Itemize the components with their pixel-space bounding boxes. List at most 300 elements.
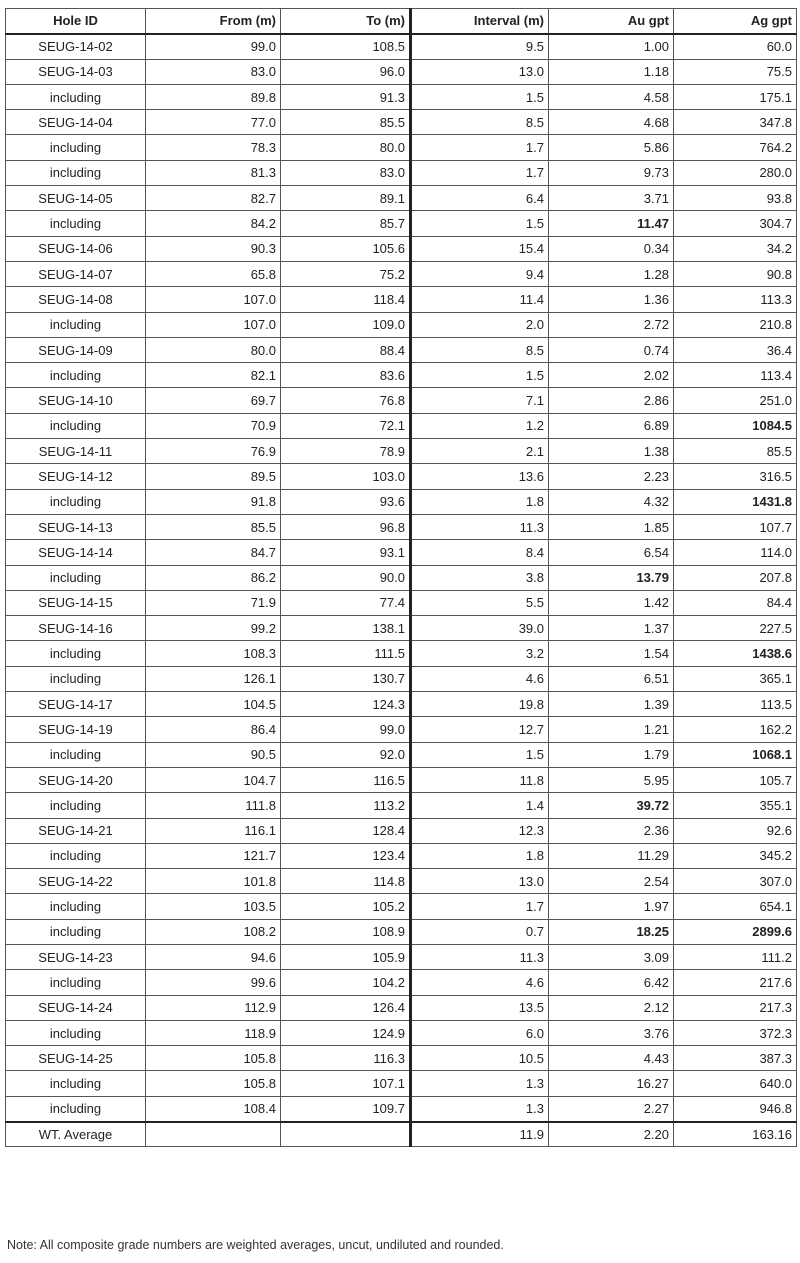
cell-interval: 1.5 bbox=[411, 84, 549, 109]
cell-ag: 92.6 bbox=[674, 818, 797, 843]
cell-au: 3.71 bbox=[549, 186, 674, 211]
table-row bbox=[6, 1020, 797, 1045]
cell-au: 1.85 bbox=[549, 514, 674, 539]
cell-au: 1.36 bbox=[549, 287, 674, 312]
cell-interval: 39.0 bbox=[411, 616, 549, 641]
average-label: WT. Average bbox=[6, 1122, 146, 1147]
cell-hole-id: SEUG-14-12 bbox=[6, 464, 146, 489]
cell-from: 84.7 bbox=[146, 540, 281, 565]
table-row bbox=[6, 970, 797, 995]
cell-interval: 10.5 bbox=[411, 1046, 549, 1071]
cell-from: 94.6 bbox=[146, 944, 281, 969]
header-au: Au gpt bbox=[549, 9, 674, 34]
cell-to: 105.6 bbox=[281, 236, 411, 261]
table-row bbox=[6, 590, 797, 615]
cell-interval: 11.3 bbox=[411, 944, 549, 969]
cell-interval: 11.8 bbox=[411, 767, 549, 792]
cell-au: 1.79 bbox=[549, 742, 674, 767]
cell-au: 39.72 bbox=[549, 793, 674, 818]
table-row bbox=[6, 717, 797, 742]
cell-hole-id: SEUG-14-14 bbox=[6, 540, 146, 565]
cell-hole-id: SEUG-14-04 bbox=[6, 110, 146, 135]
cell-ag: 75.5 bbox=[674, 59, 797, 84]
cell-hole-id: including bbox=[6, 666, 146, 691]
table-body bbox=[6, 34, 797, 1122]
table-row bbox=[6, 540, 797, 565]
header-from: From (m) bbox=[146, 9, 281, 34]
cell-hole-id: including bbox=[6, 1071, 146, 1096]
average-ag: 163.16 bbox=[674, 1122, 797, 1147]
cell-hole-id: including bbox=[6, 363, 146, 388]
cell-to: 111.5 bbox=[281, 641, 411, 666]
cell-from: 121.7 bbox=[146, 843, 281, 868]
cell-ag: 90.8 bbox=[674, 261, 797, 286]
cell-interval: 13.6 bbox=[411, 464, 549, 489]
cell-to: 85.5 bbox=[281, 110, 411, 135]
cell-au: 2.86 bbox=[549, 388, 674, 413]
cell-interval: 13.0 bbox=[411, 869, 549, 894]
table-row bbox=[6, 489, 797, 514]
table-row bbox=[6, 363, 797, 388]
cell-ag: 355.1 bbox=[674, 793, 797, 818]
cell-hole-id: including bbox=[6, 413, 146, 438]
table-row bbox=[6, 641, 797, 666]
cell-to: 107.1 bbox=[281, 1071, 411, 1096]
cell-hole-id: SEUG-14-03 bbox=[6, 59, 146, 84]
cell-interval: 1.7 bbox=[411, 894, 549, 919]
cell-interval: 3.2 bbox=[411, 641, 549, 666]
cell-ag: 946.8 bbox=[674, 1096, 797, 1121]
table-row bbox=[6, 59, 797, 84]
cell-hole-id: including bbox=[6, 489, 146, 514]
table-row bbox=[6, 869, 797, 894]
cell-from: 81.3 bbox=[146, 160, 281, 185]
cell-hole-id: SEUG-14-02 bbox=[6, 34, 146, 59]
cell-to: 77.4 bbox=[281, 590, 411, 615]
cell-ag: 175.1 bbox=[674, 84, 797, 109]
cell-interval: 11.3 bbox=[411, 514, 549, 539]
cell-interval: 8.5 bbox=[411, 110, 549, 135]
cell-ag: 107.7 bbox=[674, 514, 797, 539]
cell-hole-id: including bbox=[6, 970, 146, 995]
cell-ag: 34.2 bbox=[674, 236, 797, 261]
cell-to: 113.2 bbox=[281, 793, 411, 818]
cell-ag: 1068.1 bbox=[674, 742, 797, 767]
cell-ag: 36.4 bbox=[674, 337, 797, 362]
cell-to: 99.0 bbox=[281, 717, 411, 742]
cell-hole-id: SEUG-14-24 bbox=[6, 995, 146, 1020]
cell-ag: 316.5 bbox=[674, 464, 797, 489]
cell-hole-id: SEUG-14-23 bbox=[6, 944, 146, 969]
cell-au: 2.12 bbox=[549, 995, 674, 1020]
cell-interval: 2.0 bbox=[411, 312, 549, 337]
cell-au: 3.76 bbox=[549, 1020, 674, 1045]
table-row bbox=[6, 1096, 797, 1121]
cell-to: 76.8 bbox=[281, 388, 411, 413]
table-row bbox=[6, 439, 797, 464]
cell-from: 71.9 bbox=[146, 590, 281, 615]
cell-au: 1.97 bbox=[549, 894, 674, 919]
weighted-average-row bbox=[6, 1122, 797, 1147]
cell-from: 70.9 bbox=[146, 413, 281, 438]
cell-from: 77.0 bbox=[146, 110, 281, 135]
table-row bbox=[6, 287, 797, 312]
cell-interval: 4.6 bbox=[411, 970, 549, 995]
header-to: To (m) bbox=[281, 9, 411, 34]
cell-au: 1.21 bbox=[549, 717, 674, 742]
table-row bbox=[6, 995, 797, 1020]
cell-hole-id: SEUG-14-20 bbox=[6, 767, 146, 792]
cell-au: 0.74 bbox=[549, 337, 674, 362]
cell-to: 104.2 bbox=[281, 970, 411, 995]
cell-ag: 113.5 bbox=[674, 692, 797, 717]
table-row bbox=[6, 160, 797, 185]
cell-to: 80.0 bbox=[281, 135, 411, 160]
table-row bbox=[6, 261, 797, 286]
cell-ag: 60.0 bbox=[674, 34, 797, 59]
cell-hole-id: SEUG-14-06 bbox=[6, 236, 146, 261]
cell-to: 83.6 bbox=[281, 363, 411, 388]
cell-from: 78.3 bbox=[146, 135, 281, 160]
table-row bbox=[6, 34, 797, 59]
cell-au: 11.47 bbox=[549, 211, 674, 236]
cell-au: 2.27 bbox=[549, 1096, 674, 1121]
cell-interval: 1.2 bbox=[411, 413, 549, 438]
cell-au: 6.54 bbox=[549, 540, 674, 565]
cell-to: 92.0 bbox=[281, 742, 411, 767]
cell-from: 82.7 bbox=[146, 186, 281, 211]
cell-from: 99.6 bbox=[146, 970, 281, 995]
cell-hole-id: including bbox=[6, 742, 146, 767]
cell-from: 89.8 bbox=[146, 84, 281, 109]
cell-ag: 1438.6 bbox=[674, 641, 797, 666]
cell-to: 123.4 bbox=[281, 843, 411, 868]
cell-hole-id: including bbox=[6, 793, 146, 818]
cell-to: 128.4 bbox=[281, 818, 411, 843]
cell-from: 112.9 bbox=[146, 995, 281, 1020]
cell-au: 9.73 bbox=[549, 160, 674, 185]
cell-interval: 3.8 bbox=[411, 565, 549, 590]
cell-to: 105.2 bbox=[281, 894, 411, 919]
cell-to: 108.9 bbox=[281, 919, 411, 944]
cell-hole-id: including bbox=[6, 135, 146, 160]
cell-to: 88.4 bbox=[281, 337, 411, 362]
cell-hole-id: SEUG-14-16 bbox=[6, 616, 146, 641]
cell-from: 111.8 bbox=[146, 793, 281, 818]
cell-ag: 217.6 bbox=[674, 970, 797, 995]
table-row bbox=[6, 565, 797, 590]
cell-hole-id: including bbox=[6, 160, 146, 185]
cell-from: 90.3 bbox=[146, 236, 281, 261]
cell-ag: 2899.6 bbox=[674, 919, 797, 944]
table-row bbox=[6, 894, 797, 919]
cell-from: 108.4 bbox=[146, 1096, 281, 1121]
table-row bbox=[6, 793, 797, 818]
cell-hole-id: SEUG-14-25 bbox=[6, 1046, 146, 1071]
cell-from: 105.8 bbox=[146, 1071, 281, 1096]
cell-from: 80.0 bbox=[146, 337, 281, 362]
cell-ag: 114.0 bbox=[674, 540, 797, 565]
table-row bbox=[6, 135, 797, 160]
table-row bbox=[6, 236, 797, 261]
cell-ag: 304.7 bbox=[674, 211, 797, 236]
cell-au: 18.25 bbox=[549, 919, 674, 944]
cell-to: 93.6 bbox=[281, 489, 411, 514]
table-row bbox=[6, 767, 797, 792]
cell-au: 0.34 bbox=[549, 236, 674, 261]
cell-interval: 2.1 bbox=[411, 439, 549, 464]
table-row bbox=[6, 388, 797, 413]
cell-from: 89.5 bbox=[146, 464, 281, 489]
cell-interval: 12.7 bbox=[411, 717, 549, 742]
cell-to: 96.0 bbox=[281, 59, 411, 84]
cell-interval: 6.0 bbox=[411, 1020, 549, 1045]
cell-to: 114.8 bbox=[281, 869, 411, 894]
table-row bbox=[6, 742, 797, 767]
cell-from: 104.5 bbox=[146, 692, 281, 717]
cell-au: 2.23 bbox=[549, 464, 674, 489]
table-row bbox=[6, 1046, 797, 1071]
cell-au: 16.27 bbox=[549, 1071, 674, 1096]
cell-hole-id: including bbox=[6, 843, 146, 868]
table-row bbox=[6, 919, 797, 944]
cell-from: 107.0 bbox=[146, 312, 281, 337]
cell-interval: 1.3 bbox=[411, 1071, 549, 1096]
cell-interval: 6.4 bbox=[411, 186, 549, 211]
cell-hole-id: SEUG-14-13 bbox=[6, 514, 146, 539]
cell-au: 2.36 bbox=[549, 818, 674, 843]
cell-hole-id: SEUG-14-07 bbox=[6, 261, 146, 286]
cell-au: 2.72 bbox=[549, 312, 674, 337]
cell-interval: 1.7 bbox=[411, 135, 549, 160]
cell-interval: 1.8 bbox=[411, 843, 549, 868]
table-row bbox=[6, 1071, 797, 1096]
average-from bbox=[146, 1122, 281, 1147]
cell-ag: 227.5 bbox=[674, 616, 797, 641]
cell-interval: 11.4 bbox=[411, 287, 549, 312]
average-au: 2.20 bbox=[549, 1122, 674, 1147]
cell-interval: 19.8 bbox=[411, 692, 549, 717]
cell-from: 86.4 bbox=[146, 717, 281, 742]
cell-ag: 640.0 bbox=[674, 1071, 797, 1096]
cell-au: 1.18 bbox=[549, 59, 674, 84]
cell-au: 2.54 bbox=[549, 869, 674, 894]
cell-ag: 387.3 bbox=[674, 1046, 797, 1071]
assay-results-table bbox=[5, 8, 797, 1147]
cell-hole-id: including bbox=[6, 1020, 146, 1045]
cell-to: 124.9 bbox=[281, 1020, 411, 1045]
cell-to: 93.1 bbox=[281, 540, 411, 565]
cell-from: 101.8 bbox=[146, 869, 281, 894]
cell-hole-id: SEUG-14-21 bbox=[6, 818, 146, 843]
cell-hole-id: including bbox=[6, 641, 146, 666]
table-footnote: Note: All composite grade numbers are weighted averages, uncut, undiluted and rounded. bbox=[7, 1238, 504, 1252]
cell-ag: 307.0 bbox=[674, 869, 797, 894]
cell-ag: 93.8 bbox=[674, 186, 797, 211]
cell-interval: 1.5 bbox=[411, 211, 549, 236]
cell-interval: 1.3 bbox=[411, 1096, 549, 1121]
cell-ag: 217.3 bbox=[674, 995, 797, 1020]
cell-from: 108.3 bbox=[146, 641, 281, 666]
cell-from: 91.8 bbox=[146, 489, 281, 514]
cell-ag: 113.4 bbox=[674, 363, 797, 388]
cell-au: 6.51 bbox=[549, 666, 674, 691]
cell-hole-id: SEUG-14-05 bbox=[6, 186, 146, 211]
cell-to: 138.1 bbox=[281, 616, 411, 641]
cell-to: 108.5 bbox=[281, 34, 411, 59]
cell-to: 126.4 bbox=[281, 995, 411, 1020]
cell-au: 4.68 bbox=[549, 110, 674, 135]
cell-ag: 251.0 bbox=[674, 388, 797, 413]
cell-ag: 764.2 bbox=[674, 135, 797, 160]
cell-to: 89.1 bbox=[281, 186, 411, 211]
cell-ag: 207.8 bbox=[674, 565, 797, 590]
table-row bbox=[6, 186, 797, 211]
cell-from: 82.1 bbox=[146, 363, 281, 388]
cell-from: 90.5 bbox=[146, 742, 281, 767]
cell-interval: 1.8 bbox=[411, 489, 549, 514]
table-row bbox=[6, 843, 797, 868]
cell-ag: 210.8 bbox=[674, 312, 797, 337]
header-ag: Ag gpt bbox=[674, 9, 797, 34]
cell-from: 65.8 bbox=[146, 261, 281, 286]
cell-au: 5.86 bbox=[549, 135, 674, 160]
cell-hole-id: including bbox=[6, 312, 146, 337]
cell-to: 75.2 bbox=[281, 261, 411, 286]
table-row bbox=[6, 84, 797, 109]
cell-interval: 9.4 bbox=[411, 261, 549, 286]
cell-to: 72.1 bbox=[281, 413, 411, 438]
cell-au: 1.28 bbox=[549, 261, 674, 286]
table-row bbox=[6, 616, 797, 641]
cell-from: 108.2 bbox=[146, 919, 281, 944]
cell-hole-id: including bbox=[6, 211, 146, 236]
cell-au: 1.37 bbox=[549, 616, 674, 641]
cell-from: 107.0 bbox=[146, 287, 281, 312]
cell-from: 104.7 bbox=[146, 767, 281, 792]
cell-to: 118.4 bbox=[281, 287, 411, 312]
cell-from: 126.1 bbox=[146, 666, 281, 691]
average-interval: 11.9 bbox=[411, 1122, 549, 1147]
cell-au: 4.32 bbox=[549, 489, 674, 514]
cell-ag: 1431.8 bbox=[674, 489, 797, 514]
cell-to: 83.0 bbox=[281, 160, 411, 185]
cell-from: 99.0 bbox=[146, 34, 281, 59]
table-header-row bbox=[6, 9, 797, 34]
cell-interval: 5.5 bbox=[411, 590, 549, 615]
cell-ag: 85.5 bbox=[674, 439, 797, 464]
cell-ag: 84.4 bbox=[674, 590, 797, 615]
cell-au: 6.89 bbox=[549, 413, 674, 438]
cell-interval: 1.7 bbox=[411, 160, 549, 185]
cell-au: 11.29 bbox=[549, 843, 674, 868]
cell-ag: 111.2 bbox=[674, 944, 797, 969]
cell-to: 85.7 bbox=[281, 211, 411, 236]
cell-interval: 4.6 bbox=[411, 666, 549, 691]
cell-ag: 372.3 bbox=[674, 1020, 797, 1045]
table-row bbox=[6, 666, 797, 691]
table-row bbox=[6, 514, 797, 539]
cell-hole-id: including bbox=[6, 84, 146, 109]
cell-to: 78.9 bbox=[281, 439, 411, 464]
cell-au: 3.09 bbox=[549, 944, 674, 969]
cell-interval: 12.3 bbox=[411, 818, 549, 843]
cell-ag: 105.7 bbox=[674, 767, 797, 792]
cell-hole-id: including bbox=[6, 894, 146, 919]
cell-to: 105.9 bbox=[281, 944, 411, 969]
cell-interval: 8.4 bbox=[411, 540, 549, 565]
cell-au: 1.38 bbox=[549, 439, 674, 464]
table-row bbox=[6, 413, 797, 438]
cell-to: 90.0 bbox=[281, 565, 411, 590]
table-row bbox=[6, 692, 797, 717]
cell-from: 105.8 bbox=[146, 1046, 281, 1071]
cell-hole-id: including bbox=[6, 919, 146, 944]
cell-hole-id: SEUG-14-19 bbox=[6, 717, 146, 742]
cell-ag: 162.2 bbox=[674, 717, 797, 742]
cell-hole-id: including bbox=[6, 1096, 146, 1121]
table-row bbox=[6, 464, 797, 489]
cell-au: 4.43 bbox=[549, 1046, 674, 1071]
cell-hole-id: SEUG-14-17 bbox=[6, 692, 146, 717]
header-interval: Interval (m) bbox=[411, 9, 549, 34]
cell-to: 91.3 bbox=[281, 84, 411, 109]
cell-interval: 1.4 bbox=[411, 793, 549, 818]
cell-to: 130.7 bbox=[281, 666, 411, 691]
cell-ag: 113.3 bbox=[674, 287, 797, 312]
cell-from: 83.0 bbox=[146, 59, 281, 84]
table-row bbox=[6, 944, 797, 969]
cell-from: 86.2 bbox=[146, 565, 281, 590]
cell-au: 1.42 bbox=[549, 590, 674, 615]
cell-from: 118.9 bbox=[146, 1020, 281, 1045]
cell-hole-id: SEUG-14-22 bbox=[6, 869, 146, 894]
cell-au: 13.79 bbox=[549, 565, 674, 590]
cell-interval: 8.5 bbox=[411, 337, 549, 362]
cell-hole-id: SEUG-14-09 bbox=[6, 337, 146, 362]
table-row bbox=[6, 818, 797, 843]
cell-au: 1.54 bbox=[549, 641, 674, 666]
cell-interval: 7.1 bbox=[411, 388, 549, 413]
cell-interval: 13.5 bbox=[411, 995, 549, 1020]
cell-from: 103.5 bbox=[146, 894, 281, 919]
cell-au: 1.39 bbox=[549, 692, 674, 717]
cell-hole-id: SEUG-14-15 bbox=[6, 590, 146, 615]
table-row bbox=[6, 312, 797, 337]
cell-au: 1.00 bbox=[549, 34, 674, 59]
cell-to: 96.8 bbox=[281, 514, 411, 539]
cell-from: 116.1 bbox=[146, 818, 281, 843]
cell-from: 69.7 bbox=[146, 388, 281, 413]
cell-au: 5.95 bbox=[549, 767, 674, 792]
cell-to: 116.5 bbox=[281, 767, 411, 792]
cell-interval: 1.5 bbox=[411, 742, 549, 767]
cell-interval: 15.4 bbox=[411, 236, 549, 261]
cell-from: 76.9 bbox=[146, 439, 281, 464]
cell-ag: 365.1 bbox=[674, 666, 797, 691]
cell-from: 84.2 bbox=[146, 211, 281, 236]
cell-to: 109.7 bbox=[281, 1096, 411, 1121]
average-to bbox=[281, 1122, 411, 1147]
cell-to: 109.0 bbox=[281, 312, 411, 337]
cell-interval: 1.5 bbox=[411, 363, 549, 388]
cell-from: 85.5 bbox=[146, 514, 281, 539]
header-hole-id: Hole ID bbox=[6, 9, 146, 34]
cell-au: 4.58 bbox=[549, 84, 674, 109]
cell-interval: 0.7 bbox=[411, 919, 549, 944]
cell-to: 116.3 bbox=[281, 1046, 411, 1071]
cell-ag: 1084.5 bbox=[674, 413, 797, 438]
